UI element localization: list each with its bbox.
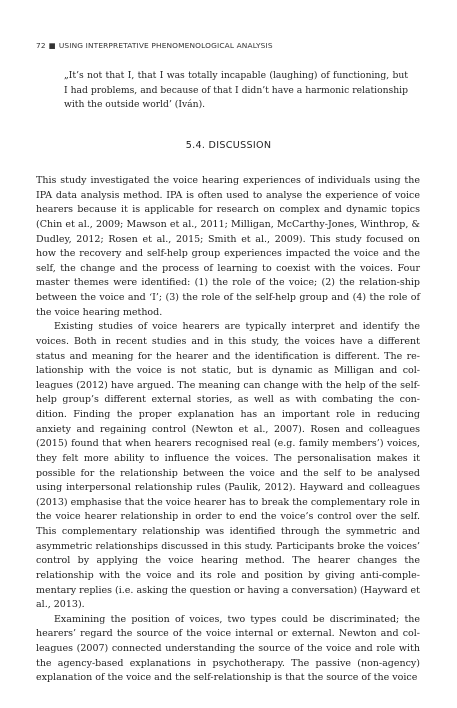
- block-quote: „It’s not that I, that I was totally incapable (laughing) of functioning, but I had problems, and because of that I didn’t have a harmonic relationship with the outside world’ (Iván).: [64, 70, 408, 111]
- paragraph: Examining the position of voices, two types could be discriminated; the hearers’ regard the source of the voice internal or external. Newton and col-leagues (2007) connected understanding the source of the voice and role with the agency-based explanations in psychotherapy. The passive (non-agency) explanation of the voice and the self-relationship is that the source of the voice: [36, 613, 420, 684]
- body-text: [36, 174, 420, 686]
- paragraph: Existing studies of voice hearers are typically interpret and identify the voices. Both in recent studies and in this study, the voices have a different status and meaning for the hearer and the identification is different. The re-lationship with the voice is not static, but is dynamic as Milligan and col-leagues (2012) have argued. The meaning can change with the help of the self-help group’s different external stories, as well as with combating the con-dition. Finding the proper explanation has an important role in reducing anxiety and regaining control (Newton et al., 2007). Rosen and colleagues (2015) found that when hearers recognised real (e.g. family members’) voices, they felt more ability to influence the voices. The personalisation makes it possible for the relationship between the voice and the self to be analysed using interpersonal relationship rules (Paulik, 2012). Hayward and colleagues (2013) emphasise that the voice hearer has to break the complementary role in the voice hearer relationship in order to end the voice’s control over the self. This complementary relationship was identified through the symmetric and asymmetric relationships discussed in this study. Participants broke the voices’ control by applying the voice hearing method. The hearer changes the relationship with the voice and its role and position by giving anti-comple-mentary replies (i.e. asking the question or having a conversation) (Hayward et al., 2013).: [36, 321, 420, 611]
- running-head: [36, 41, 416, 51]
- page-number: 72: [36, 41, 46, 50]
- section-heading: 5.4. DISCUSSION: [185, 140, 272, 151]
- separator-square: ■: [48, 41, 56, 50]
- book-title: USING INTERPRETATIVE PHENOMENOLOGICAL ANALYSIS: [58, 41, 273, 50]
- paragraph: This study investigated the voice hearing experiences of individuals using the IPA data analysis method. IPA is often used to analyse the experience of voice hearers because it is applicable for research on complex and dynamic topics (Chin et al., 2009; Mawson et al., 2011; Milligan, McCarthy-Jones, Winthrop, & Dudley, 2012; Rosen et al., 2015; Smith et al., 2009). This study focused on how the recovery and self-help group experiences impacted the voice and the self, the change and the process of learning to coexist with the voices. Four master themes were identified: (1) the role of the voice; (2) the relation-ship between the voice and ‘I’; (3) the role of the self-help group and (4) the role of the voice hearing method.: [36, 175, 420, 318]
